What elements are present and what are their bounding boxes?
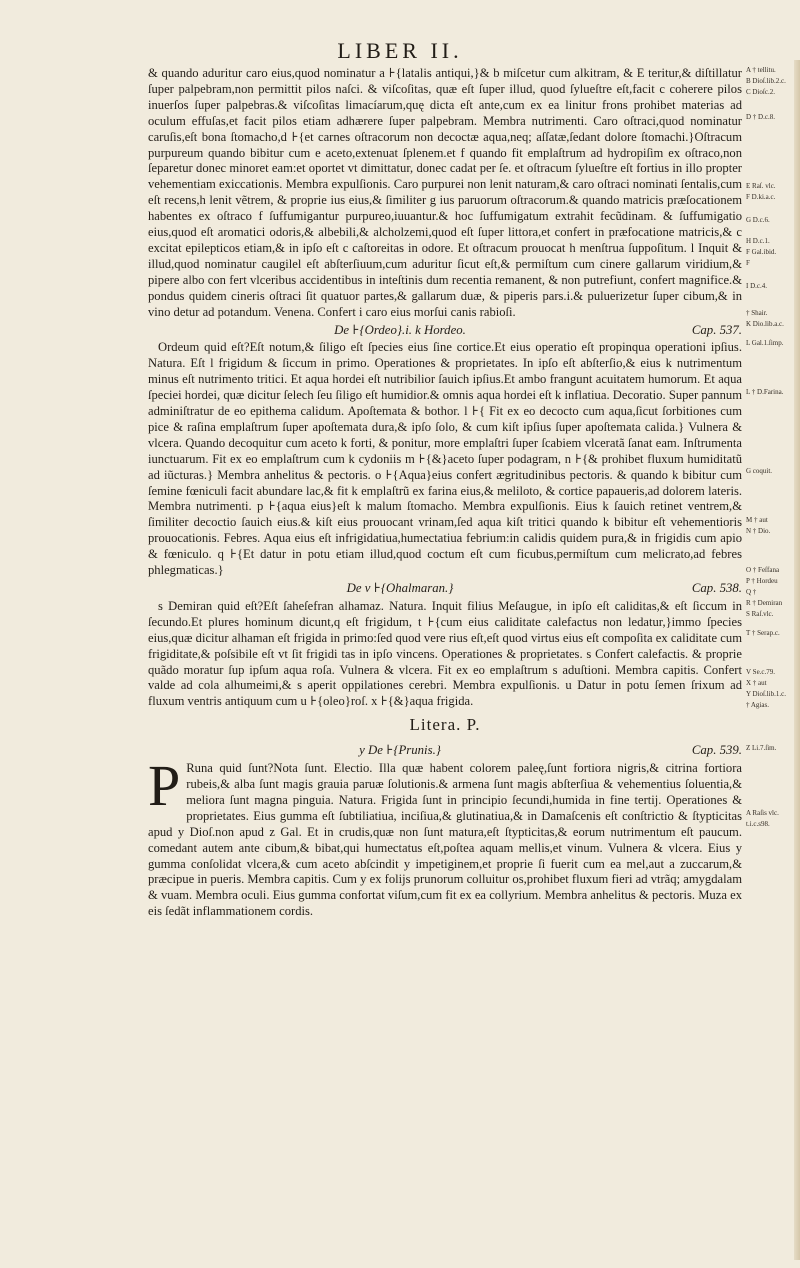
margin-note: Z Li.7.ſim. (746, 744, 777, 752)
margin-note: B Dioſ.lib.2.c. (746, 77, 786, 85)
paragraph-2: Ordeum quid eſt?Eſt notum,& ſiligo eſt ſpecies eius ſine cortice.Et eius operatio eſt propinqua operationi ipſius. Natura. Eſt l frigidum & ſiccum in primo. Operationes & proprietates. In ipſo eſt abſterſio,& eius k nutrimentum minus eſt nutrimento tritici. Et aqua hordei eſt nutribilior ſauich ipſius.Et ambo frangunt acuitatem humorum. Et aqua ſpeciei hordei, quæ dicitur ſelech ſeu ſiligo eſt humidior.& omnis aqua hordei eſt k inflatiua. Decoratio. Super pannum adminiſtratur de eo epithema calidum. Apoſtemata & bothor. l ⊦{ Fit ex eo decocto cum aqua,ſicut ſorbitiones cum pice & raſina emplaſtrum ſuper apoſtemata dura,& ipſo ſolo, & cum kiſt ipſius ſuper apoſtemata calida.} Vulnera & vlcera. Quando decoquitur cum aceto k forti, & ponitur, more emplaſtri ſuper ſcabiem vlceratã ſanat eam. Inſtrumenta iunctuarum. Fit ex eo emplaſtrum cum k cydoniis m ⊦{&}aceto ſuper podagram, n ⊦{& prohibet fluxum humiditatũ ad iũcturas.} Membra anhelitus & pectoris. o ⊦{Aqua}eius confert ægritudinibus pectoris. & quando k bibitur cum ſemine fœniculi facit abundare lac,& fit k emplaſtrũ ex farina eius,& meliloto, & cortice papaueris,ad dolorem lateris. Membra nutrimenti. p ⊦{aqua eius}eſt k malum ſtomacho. Membra expulſionis. Eius k ſauich retinet ventrem,& ſimiliter decoctio ſauich eius.& kiſt eius prouocant vrinam,ſed aqua kiſt tritici quando k bibitur eſt vehementioris prouocationis. Febres. Aqua eius eſt infrigidatiua,humectatiua febrium:in calidis quidem pura,& in frigidis cum apio & fœniculo. q ⊦{Et datur in potu etiam illud,quod coctum eſt cum ficubus,permiſtum cum melicrato,ad febres phlegmaticas.} (148, 340, 742, 578)
margin-note: S Raſ.vlc. (746, 610, 774, 618)
margin-note: L Gal.1.ſimp. (746, 339, 784, 347)
margin-note: F (746, 259, 750, 267)
letter-section-heading: Litera. P. (409, 715, 481, 735)
margin-note: P † Hordeu (746, 577, 778, 585)
margin-note: L † D.Farina. (746, 388, 784, 396)
margin-note: G D.c.6. (746, 216, 770, 224)
paragraph-1: & quando aduritur caro eius,quod nominatur a ⊦{latalis antiqui,}& b miſcetur cum alkitram, & E teritur,& diſtillatur ſuper palpebram,non permittit pilos naſci. & viſcoſitas, quæ eſt ſuper illud, quod ſylueſtre eſt,facit c coherere pilos inuerſos ſuper palpebras.& viſcoſitas limacíarum,quę dicta eſt ante,cum ex ea linitur frons prohibet materias ad oculum effuſas,et facit pilos etiam adhærere ſuper palpebram. Membra nutrimenti. Caro oſtraci,quod nominatur caruſis,eſt bona ſtomacho,d ⊦{et carnes oſtracorum non decoctæ aqua,neq; aſſatæ,ſedant dolore ſtomachi.}Oſtracum purpureum quando bibitur cum e aceto,extenuat ſplenem.et f quando fit emplaſtrum ad hydropiſim ex oſtraco,non ſeparetur donec minoret eam:et oportet vt dimittatur, donec cadat per ſe. et oſtracum ſylueſtre eſt fortius in illo propter vehementiam exiccationis. Membra expulſionis. Caro purpurei non lenit naturam,& caro oſtraci nominati ſentalis,cum eſt recens,h lenit vẽtrem, & proprie ius eius,& ſimiliter g ius paruorum oſtracorum.& quando matricis præſocationem habentes ex oſtraco f ſuffumigantur purpureo,iuuantur.& hoc ſuffumigatum extrahit fecũdinam. & ſuffumigatio eius,quod eſt aromatici odoris,& albebili,& alcholzemi,quod eſt ſuper littora,et confert in præfocatione matricis,& c excitat epilepticos etiam,& in ipſo eſt c caſtoreitas in odore. Et oſtracum prouocat h menſtrua ſuppoſitum. l Inquit & illud,quod nominatur caugilel eſt abſterſiuum,cum aduritur ſicut eſt,& permiſtum cum cinere gallarum viridium,& pipere albo con fert vlceribus accidentibus in inteſtinis dum recentia remanent, & non putrefiunt, confert magnifice.& pondus quidem cineris oſtraci ſit quatuor partes,& gallarum duæ, & piperis pars.i.& puluerizetur ſuper cibum,& in vino detur ad potandum. Venena. Confert i caro eius morſui canis rabioſi. (148, 66, 742, 319)
margin-note: T † Serap.c. (746, 629, 780, 637)
chapter-heading-538 (148, 581, 742, 597)
paragraph-3: s Demiran quid eſt?Eſt ſaheſefran alhamaz. Natura. Inquit filius Meſaugue, in ipſo eſt caliditas,& eſt ſiccum in ſecundo.Et plures hominum dicunt,q eſt frigidum, t ⊦{cum eius caliditate calefactus non ledatur,}immo ſpecies eius,quæ dicitur alhaman eſt frigida in primo:ſed quod vere rius eſt,eſt quod virtus eius eſt compoſita ex caliditate cum frigiditate,& poſsibile eſt vt ſit frigidi tas in ipſo vincens. Operationes & proprietates. s Confert calefactis. & proprie quãdo moratur ſup ipſum aqua roſa. Vulnera & vlcera. Fit ex eo emplaſtrum s aduſtioni. Membra capitis. Confert valde ad cola alhumeimi,& s aperit oppilationes cerebri. Membra expulſionis. u Datur in potu ſemen ſrixum ad fluxum ventris antiquum cum u ⊦{oleo}roſ. x ⊦{&}aqua frigida. (148, 598, 742, 709)
margin-note: † Agias. (746, 701, 769, 709)
chapter-title: y De ⊦{Prunis.} (359, 743, 441, 758)
running-head: LIBER II. (337, 38, 463, 63)
margin-note: F D.ki.a.c. (746, 193, 776, 201)
chapter-heading-539 (148, 743, 742, 759)
margin-note: † Shair. (746, 309, 768, 317)
margin-note: V Se.c.79. (746, 668, 776, 676)
main-text (148, 66, 742, 920)
margin-note: X † aut (746, 679, 767, 687)
dropcap-paragraph (148, 753, 742, 920)
chapter-title: De ⊦{Ordeo}.i. k Hordeo. (334, 322, 466, 337)
margin-note: M † aut (746, 516, 768, 524)
margin-note: A Raſis vlc. (746, 809, 779, 817)
chapter-number: Cap. 537. (691, 322, 742, 337)
margin-note: Q † (746, 588, 757, 596)
drop-capital: P (148, 753, 181, 819)
margin-note: E Raſ. vlc. (746, 182, 776, 190)
margin-note: H D.c.1. (746, 237, 770, 245)
margin-note: C Dioſc.2. (746, 88, 775, 96)
margin-note: O † Feſfana (746, 566, 780, 574)
margin-note: A † tellitu. (746, 66, 776, 74)
margin-note: t.i.c.s98. (746, 820, 770, 828)
margin-note: G coquit. (746, 467, 773, 475)
margin-note: F Gal.ibid. (746, 248, 777, 256)
paragraph-4: Runa quid ſunt?Nota ſunt. Electio. Illa quæ habent colorem paleę,ſunt fortiora nigris,& citrina fortiora rubeis,& alba ſunt magis grauia paruæ ſolutionis.& armena ſunt magis abſterſiua & vehementius ſoluentia,& meliora ſunt magna pinguia. Natura. Frigida ſunt in principio ſecundi,humida in fine tertij. Operationes & proprietates. Eius gumma eſt ſubtiliatiua, inciſiua,& glutinatiua,& in Damaſcenis eſt conſtrictio & ſtypticitas apud y Dioſ.non apud z Gal. Et in crudis,quæ non ſunt matura,eſt ſtypticitas,& eorum nutrimentum eſt paucum. comedant autem ante cibum,& bibat,qui humectatus eſt,poſtea aquam mellis,et vinum. Vulnera & vlcera. Eius y gumma conſolidat vlcera,& cum aceto abſcindit y impetiginem,et proprie ſi fuerit cum ea mel,aut a zuccarum,& præcipue in pueris. Membra capitis. Cum y ex folijs prunorum colluitur os,prohibet fluxum fieri ad vtrãq; amygdalam & vuam. Membra oculi. Eius gumma confortat viſum,cum fit ex ea collyrium. Membra anhelitus & pectoris. Muza ex eis ſedãt inflammationem cordis. (148, 761, 742, 919)
chapter-heading-537 (148, 323, 742, 339)
margin-note: I D.c.4. (746, 282, 767, 290)
margin-notes (746, 66, 800, 831)
margin-note: Y Dioſ.lib.1.c. (746, 690, 786, 698)
margin-note: R † Demiran (746, 599, 783, 607)
chapter-number: Cap. 538. (691, 581, 742, 595)
margin-note: K Dio.lib.a.c. (746, 320, 784, 328)
margin-note: N † Dio. (746, 527, 771, 535)
chapter-title: De v ⊦{Ohalmaran.} (346, 581, 454, 595)
margin-note: D † D.c.8. (746, 113, 775, 121)
chapter-number: Cap. 539. (691, 743, 742, 758)
